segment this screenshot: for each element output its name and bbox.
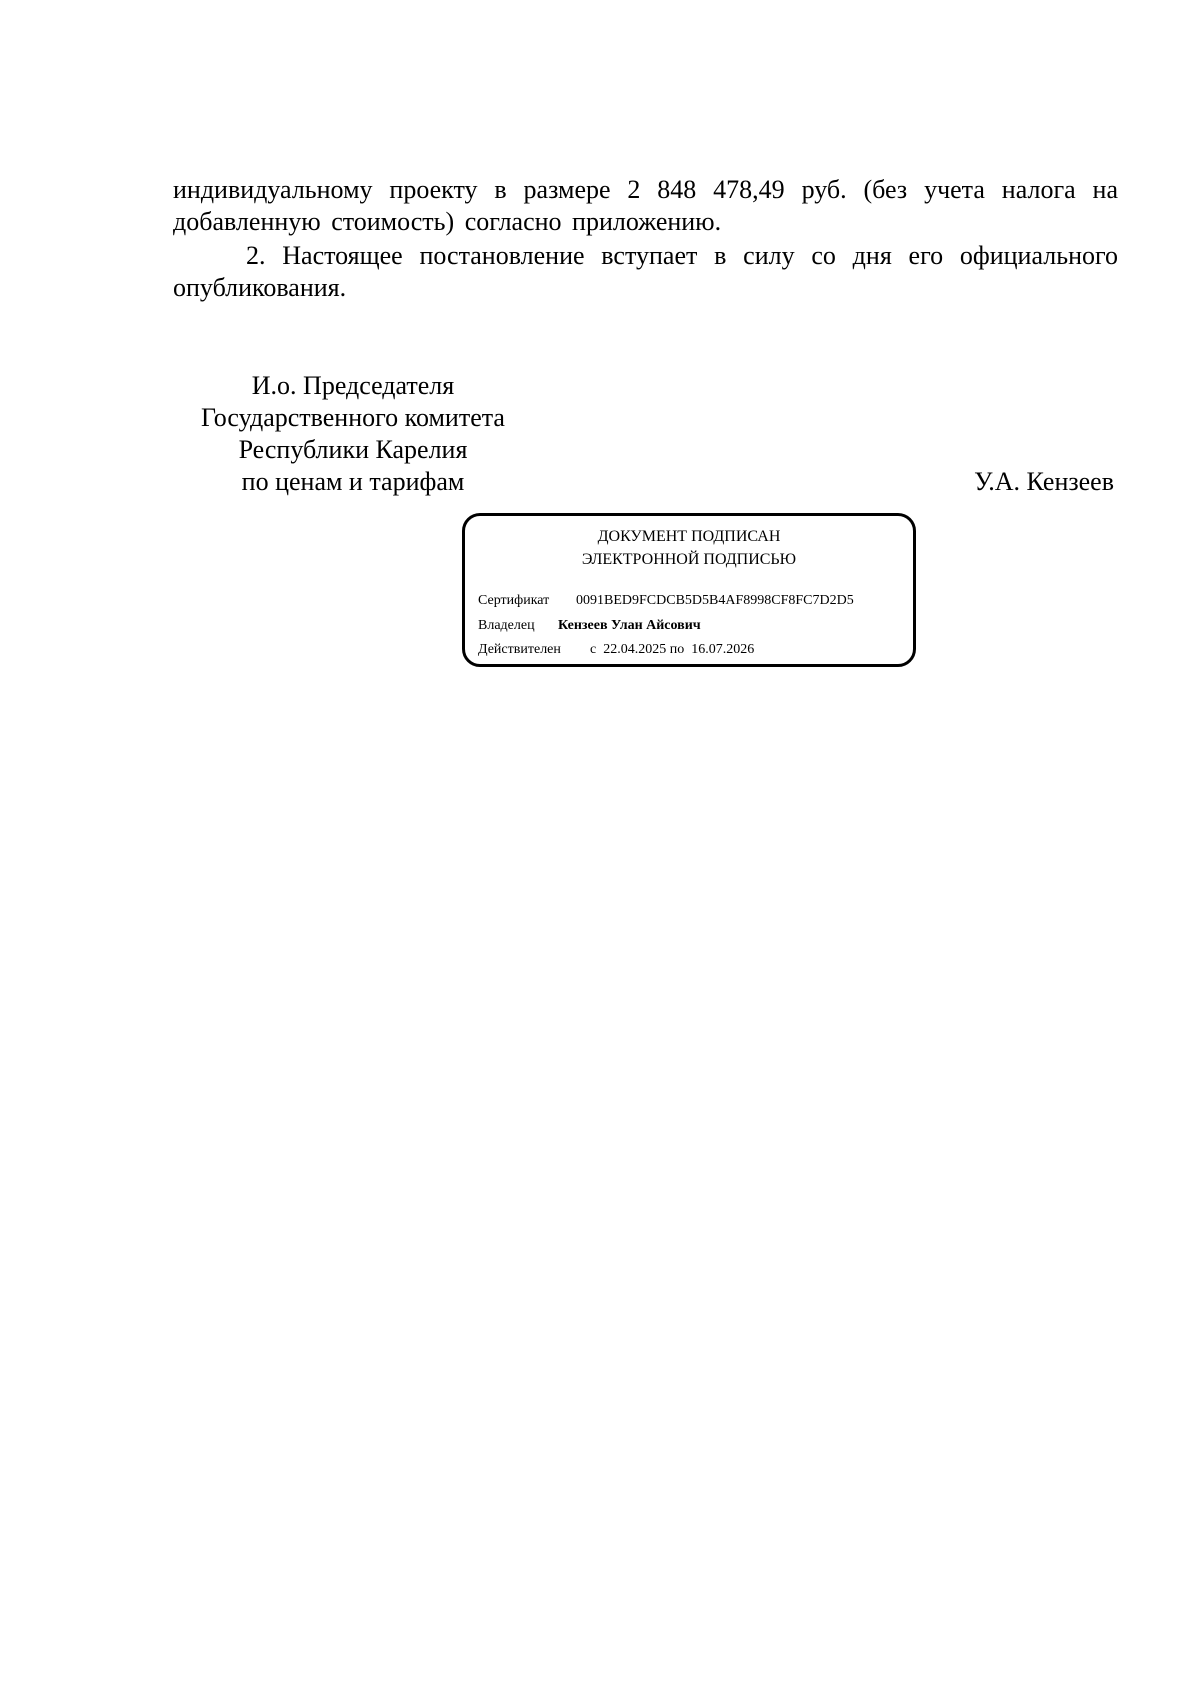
owner-value: Кензеев Улан Айсович bbox=[558, 618, 701, 633]
paragraph-amount: индивидуальному проекту в размере 2 848 478,49 руб. (без учета налога на добавленную стоимость) согласно приложению. bbox=[173, 175, 1118, 236]
stamp-owner-row bbox=[478, 616, 701, 636]
validity-label: Действителен bbox=[478, 642, 561, 657]
owner-label: Владелец bbox=[478, 618, 535, 633]
validity-value: с 22.04.2025 по 16.07.2026 bbox=[590, 642, 755, 657]
signatory-position-line: И.о. Председателя bbox=[251, 371, 455, 400]
stamp-subtitle: ЭЛЕКТРОННОЙ ПОДПИСЬЮ bbox=[581, 551, 797, 568]
certificate-value: 0091BED9FCDCB5D5B4AF8998CF8FC7D2D5 bbox=[576, 593, 854, 608]
stamp-certificate-row bbox=[478, 591, 854, 611]
signatory-position-line: по ценам и тарифам bbox=[241, 467, 465, 496]
certificate-label: Сертификат bbox=[478, 593, 550, 608]
signer-name: У.А. Кензеев bbox=[974, 467, 1114, 496]
signatory-position bbox=[173, 370, 533, 498]
paragraph-effective-date: 2. Настоящее постановление вступает в силу со дня его официального опубликования. bbox=[173, 241, 1118, 302]
signatory-position-line: Республики Карелия bbox=[238, 435, 468, 464]
electronic-signature-stamp bbox=[462, 513, 916, 667]
stamp-validity-row bbox=[478, 640, 754, 660]
stamp-title: ДОКУМЕНТ ПОДПИСАН bbox=[597, 528, 781, 545]
signatory-position-line: Государственного комитета bbox=[201, 403, 505, 432]
